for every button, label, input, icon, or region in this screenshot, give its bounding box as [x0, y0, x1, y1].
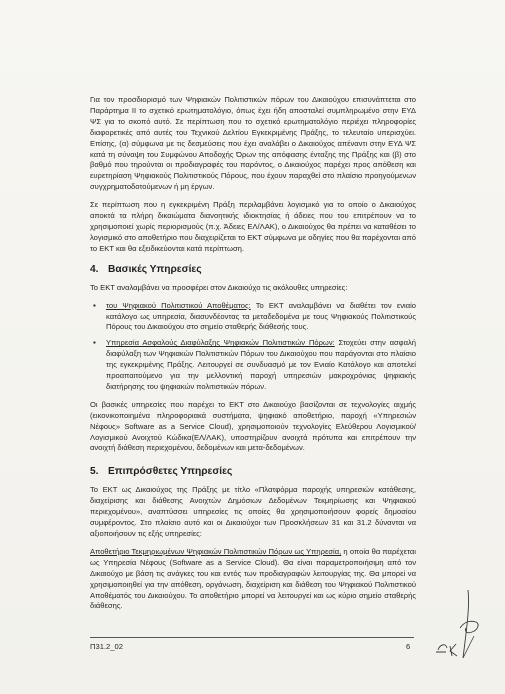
service-description: Στοχεύει στην ασφαλή διαφύλαξη των Ψηφιακών Πολιτιστικών Πόρων του Δικαιούχου που παράγονται στο πλαίσιο της εγκεκριμένης Πράξης. Λειτουργεί σε συνδυασμό με τον Ενιαίο Κατάλογο και αποτελεί προαπαιτούμενο για την μελλοντική παροχή υπηρεσιών μακροχρόνιας ψηφιακής διατήρησης του ψηφιακών πολιτιστικών πόρων. — [106, 338, 416, 391]
section-title: Επιπρόσθετες Υπηρεσίες — [108, 466, 233, 478]
service-name: του Ψηφιακού Πολιτιστικού Αποθέματος: — [106, 300, 251, 310]
list-item — [90, 301, 416, 334]
bullet-icon: ▪ — [93, 338, 96, 348]
footer-divider — [90, 637, 414, 638]
service-name: Υπηρεσία Ασφαλούς Διαφύλαξης Ψηφιακών Πολιτιστικών Πόρων: — [106, 338, 335, 348]
paragraph: Σε περίπτωση που η εγκεκριμένη Πράξη περιλαμβάνει λογισμικό για το οποίο ο Δικαιούχος αποκτά τα πλήρη δικαιώματα διανοητικής ιδιοκτησίας ή άδειες που του επιτρέπουν να το χρησιμοποιεί χωρίς περιορισμούς (π.χ. Άδειες ΕΛ/ΛΑΚ), ο Δικαιούχος θα πρέπει να καταθέσει το λογισμικό στο αποθετήριο που διαχειρίζεται το ΕΚΤ σύμφωνα με οδηγίες που θα παρέχονται από το ΕΚΤ και θα εξειδικεύονται κατά περίπτωση. — [90, 200, 416, 253]
list-item — [90, 338, 416, 393]
service-description: Το ΕΚΤ αναλαμβάνει να διαθέτει τον ενιαίο κατάλογο ως υπηρεσία, διασυνδέοντας τα μεταδεδομένα με τους Ψηφιακούς Πολιτιστικούς Πόρους του Δικαιούχου στο σημείο σταθερής διάθεσής τους. — [106, 300, 416, 332]
page-number: 6 — [406, 642, 411, 651]
section-heading — [90, 466, 416, 478]
paragraph — [90, 547, 416, 612]
bullet-list — [90, 301, 416, 393]
paragraph: Το ΕΚΤ ως Δικαιούχος της Πράξης με τίτλο «Πλατφόρμα παροχής υπηρεσιών κατάθεσης, διαχείρισης και διάθεσης Ανοιχτών Δημόσιων Δεδομένων Τεκμηρίωσης και Ψηφιακού περιεχομένου», αναπτύσσει υπηρεσίες τις οποίες θα χρησιμοποιήσουν φορείς δημοσίου συμφέροντος. Στο πλαίσιο αυτό και οι Δικαιούχοι των Προσκλήσεων 31 και 31.2 δύνανται να αξιοποιήσουν τις εξής υπηρεσίες: — [90, 485, 416, 538]
section-number: 5. — [90, 466, 99, 478]
service-description: η οποία θα παρέχεται ως Υπηρεσία Νέφους (Software as a Service Cloud). Θα είναι παραμετροποιήσιμη από τον Δικαιούχο με βάση τις ανάγκες του και εντός των προδιαγραφών λειτουργίας της. Θα μπορεί να χρησιμοποιηθεί για την απόθεση, οργάνωση, διαχείριση και διάθεση του Ψηφιακού Πολιτιστικού Αποθέματός του Δικαιούχου. Το αποθετήριο μπορεί να λειτουργεί και ως κύριο σημείο σταθερής διάθεσης. — [90, 546, 416, 611]
paragraph: Οι βασικές υπηρεσίες που παρέχει το ΕΚΤ στο Δικαιούχο βασίζονται σε τεχνολογίες αιχμής (εικονικοποιημένα πληροφοριακά συστήματα, ψηφιακό αποθετήριο, παροχή «Υπηρεσιών Νέφους» Software as a Service Cloud), χρησιμοποιούν τεχνολογίες Ελεύθερου Λογισμικού/ Λογισμικού Ανοιχτού Κώδικα(ΕΛ/ΛΑΚ), υποστηρίζουν ανοιχτά πρότυπα και επιτρέπουν την ανοιχτή διάθεση περιεχομένου, δεδομένων και μετα-δεδομένων. — [90, 399, 416, 453]
section-title: Βασικές Υπηρεσίες — [108, 263, 202, 275]
handwritten-signature — [430, 588, 490, 668]
service-name: Αποθετήριο Τεκμηριωμένων Ψηφιακών Πολιτιστικών Πόρων ως Υπηρεσία, — [90, 546, 342, 556]
paragraph: Για τον προσδιορισμό των Ψηφιακών Πολιτιστικών πόρων του Δικαιούχου επισυνάπτεται στο Παράρτημα II το σχετικό ερωτηματολόγιο, όπως έχει ήδη αποσταλεί συμπληρωμένο στην ΕΥΔ ΨΣ για το σκοπό αυτό. Σε περίπτωση που το σχετικό ερωτηματολόγιο περιέχει πληροφορίες διαφορετικές από αυτές του Τεχνικού Δελτίου Εγκεκριμένης Πράξης, το τελευταίο υπερισχύει. Επίσης, (α) σύμφωνα με τις δεσμεύσεις που έχει αναλάβει ο Δικαιούχος απέναντι στην ΕΥΔ ΨΣ κατά τη σύναψη του Συμφώνου Αποδοχής Όρων της απόφασης ένταξης της Πράξης και (β) στο βαθμό που τηρούνται οι προδιαγραφές του παρόντος, ο Δικαιούχος παρέχει προς απόθεση και ευρετηρίαση Ψηφιακούς Πολιτιστικούς Πόρους, που έχουν παραχθεί στο πλαίσιο προηγούμενων συγχρηματοδοτούμενων ή μη έργων. — [90, 95, 416, 192]
section-number: 4. — [90, 263, 99, 275]
document-body — [90, 95, 416, 619]
section-heading — [90, 264, 416, 276]
paragraph: Το ΕΚΤ αναλαμβάνει να προσφέρει στον Δικαιούχο τις ακόλουθες υπηρεσίες: — [90, 282, 348, 292]
bullet-icon: ▪ — [93, 300, 96, 310]
document-code: Π31.2_02 — [90, 642, 123, 651]
